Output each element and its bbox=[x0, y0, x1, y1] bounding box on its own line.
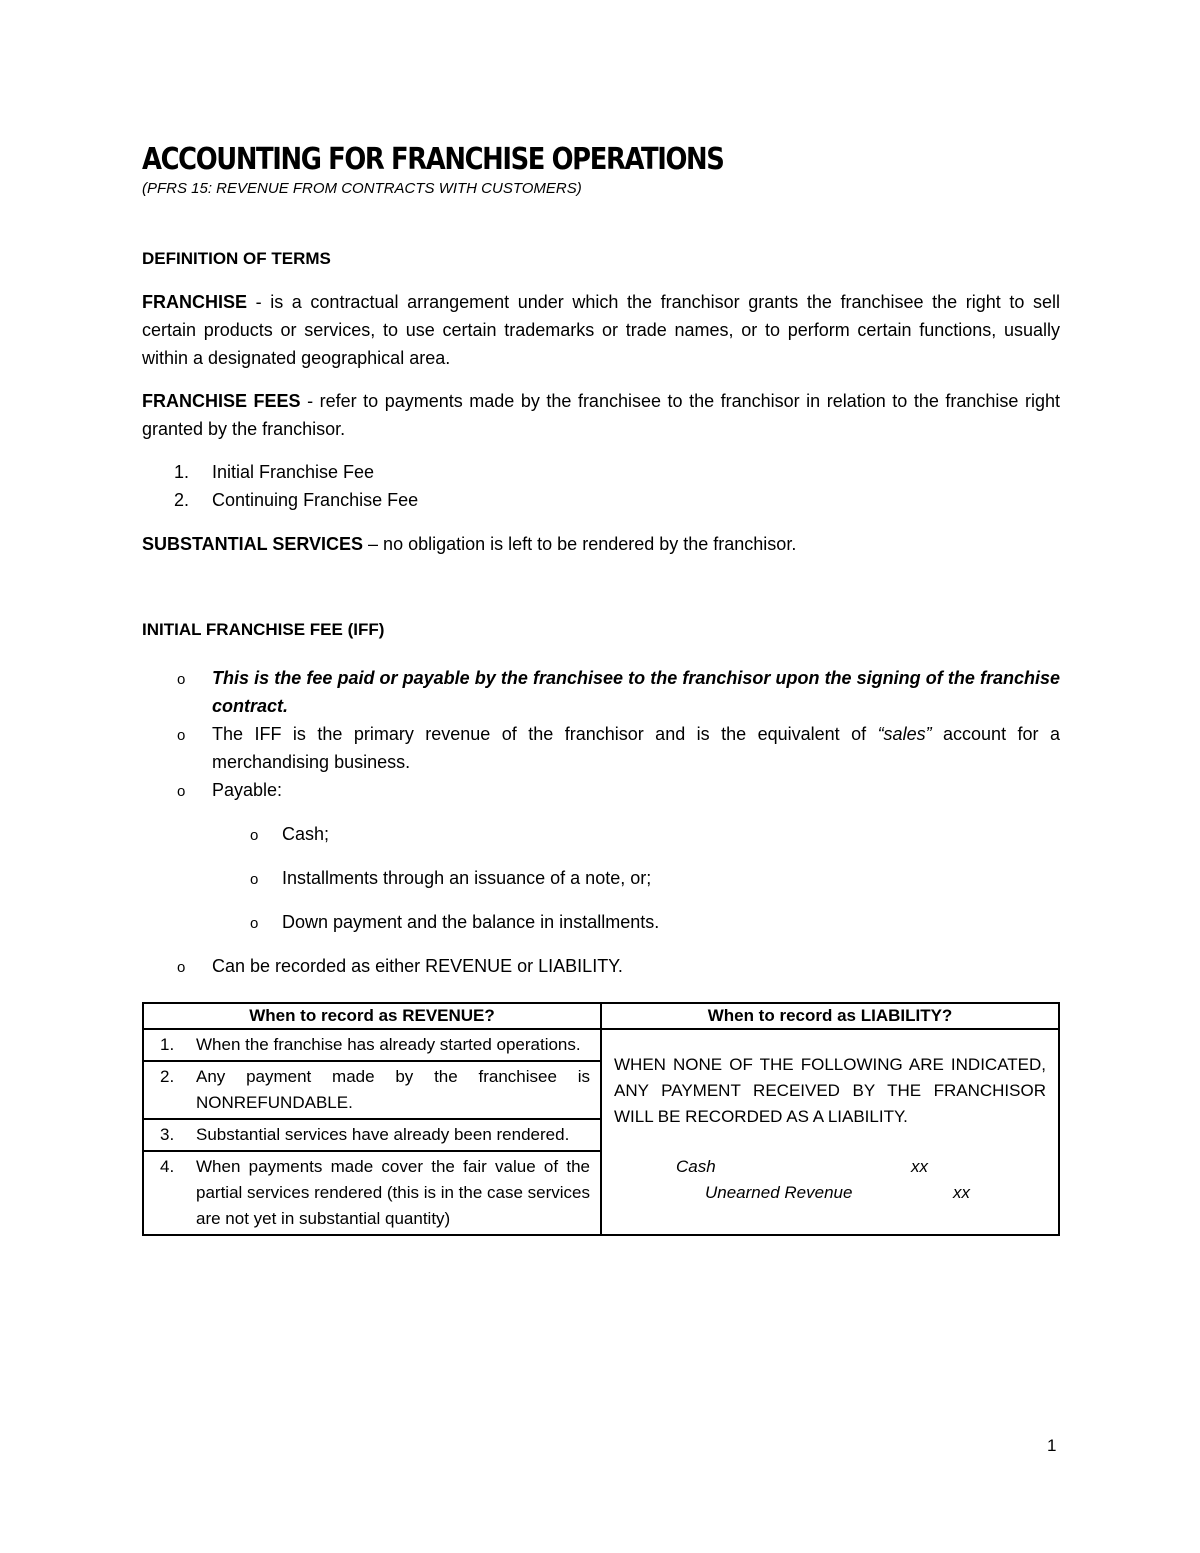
revenue-column-header: When to record as REVENUE? bbox=[143, 1003, 601, 1029]
revenue-cell bbox=[143, 1119, 601, 1151]
revenue-cell bbox=[143, 1061, 601, 1119]
item-text: Substantial services have already been rendered. bbox=[196, 1125, 570, 1144]
table-header-row bbox=[143, 1003, 1059, 1029]
bullet-marker: o bbox=[250, 871, 259, 888]
list-text: Down payment and the balance in installments. bbox=[282, 912, 660, 932]
list-text: Can be recorded as either REVENUE or LIABILITY. bbox=[212, 956, 623, 976]
substantial-services-definition bbox=[142, 530, 1060, 558]
item-number: 1. bbox=[160, 1035, 175, 1054]
list-item bbox=[142, 458, 1060, 486]
liability-column-header: When to record as LIABILITY? bbox=[601, 1003, 1059, 1029]
item-text: Any payment made by the franchisee is NONREFUNDABLE. bbox=[196, 1067, 590, 1112]
item-number: 4. bbox=[160, 1157, 175, 1176]
iff-bullets bbox=[142, 664, 1060, 980]
list-text: Cash; bbox=[282, 824, 330, 844]
list-item bbox=[142, 664, 1060, 720]
liability-cell bbox=[601, 1029, 1059, 1235]
credit-account: Unearned Revenue bbox=[705, 1183, 853, 1202]
list-number: 2. bbox=[174, 490, 190, 510]
debit-amount: xx bbox=[911, 1157, 928, 1176]
revenue-cell bbox=[143, 1029, 601, 1061]
item-number: 2. bbox=[160, 1067, 175, 1086]
item-text: When the franchise has already started operations. bbox=[196, 1035, 581, 1054]
list-number: 1. bbox=[174, 462, 190, 482]
franchise-text: - is a contractual arrangement under which the franchisor grants the franchisee the right to sell certain products or services, to use certain trademarks or trade names, or to perform certain functions, usually within a designated geographical area. bbox=[142, 292, 1060, 368]
list-item bbox=[142, 908, 1060, 936]
revenue-item bbox=[160, 1064, 590, 1116]
bullet-marker: o bbox=[177, 959, 186, 976]
bullet-marker: o bbox=[177, 671, 186, 688]
list-text: The IFF is the primary revenue of the franchisor and is the equivalent of bbox=[212, 724, 878, 744]
substantial-services-term: SUBSTANTIAL SERVICES bbox=[142, 534, 364, 554]
fee-types-list bbox=[142, 458, 1060, 514]
list-item-label: Continuing Franchise Fee bbox=[212, 490, 419, 510]
franchise-fees-term: FRANCHISE FEES bbox=[142, 391, 301, 411]
item-number: 3. bbox=[160, 1125, 175, 1144]
revenue-item bbox=[160, 1032, 590, 1058]
franchise-definition bbox=[142, 288, 1060, 372]
list-item bbox=[142, 820, 1060, 848]
list-item bbox=[142, 776, 1060, 804]
page-number: 1 bbox=[1047, 1436, 1057, 1455]
franchise-term: FRANCHISE bbox=[142, 292, 248, 312]
iff-heading: INITIAL FRANCHISE FEE (IFF) bbox=[142, 620, 385, 639]
list-item bbox=[142, 720, 1060, 776]
list-text: Installments through an issuance of a note, or; bbox=[282, 868, 652, 888]
revenue-liability-table bbox=[142, 1002, 1060, 1236]
list-item bbox=[142, 864, 1060, 892]
revenue-item bbox=[160, 1154, 590, 1232]
list-text-italic: “sales” bbox=[877, 724, 932, 744]
franchise-fees-definition bbox=[142, 387, 1060, 443]
list-text: account for a merchandising business. bbox=[212, 724, 1060, 772]
table-row bbox=[143, 1029, 1059, 1061]
revenue-item bbox=[160, 1122, 590, 1148]
bullet-marker: o bbox=[177, 727, 186, 744]
substantial-services-text: – no obligation is left to be rendered by the franchisor. bbox=[363, 534, 797, 554]
journal-entry bbox=[614, 1154, 1046, 1206]
list-item-label: Initial Franchise Fee bbox=[212, 462, 375, 482]
iff-definition-text: This is the fee paid or payable by the franchisee to the franchisor upon the signing of the franchise contract. bbox=[212, 668, 1060, 716]
list-item bbox=[142, 952, 1060, 980]
bullet-marker: o bbox=[250, 827, 259, 844]
liability-text: WHEN NONE OF THE FOLLOWING ARE INDICATED, ANY PAYMENT RECEIVED BY THE FRANCHISOR WILL BE RECORDED AS A LIABILITY. bbox=[614, 1055, 1046, 1126]
credit-amount: xx bbox=[953, 1183, 970, 1202]
document-title: ACCOUNTING FOR FRANCHISE OPERATIONS bbox=[142, 142, 724, 177]
bullet-marker: o bbox=[250, 915, 259, 932]
debit-account: Cash bbox=[676, 1157, 716, 1176]
item-text: When payments made cover the fair value of the partial services rendered (this is in the case services are not yet in substantial quantity) bbox=[196, 1157, 590, 1228]
document-subtitle: (PFRS 15: REVENUE FROM CONTRACTS WITH CUSTOMERS) bbox=[142, 180, 582, 197]
revenue-cell bbox=[143, 1151, 601, 1235]
list-item bbox=[142, 486, 1060, 514]
page-content bbox=[142, 140, 1060, 980]
franchise-fees-text: - refer to payments made by the franchisee to the franchisor in relation to the franchise right granted by the franchisor. bbox=[142, 391, 1060, 439]
list-text: Payable: bbox=[212, 780, 283, 800]
definitions-heading: DEFINITION OF TERMS bbox=[142, 249, 331, 268]
bullet-marker: o bbox=[177, 783, 186, 800]
